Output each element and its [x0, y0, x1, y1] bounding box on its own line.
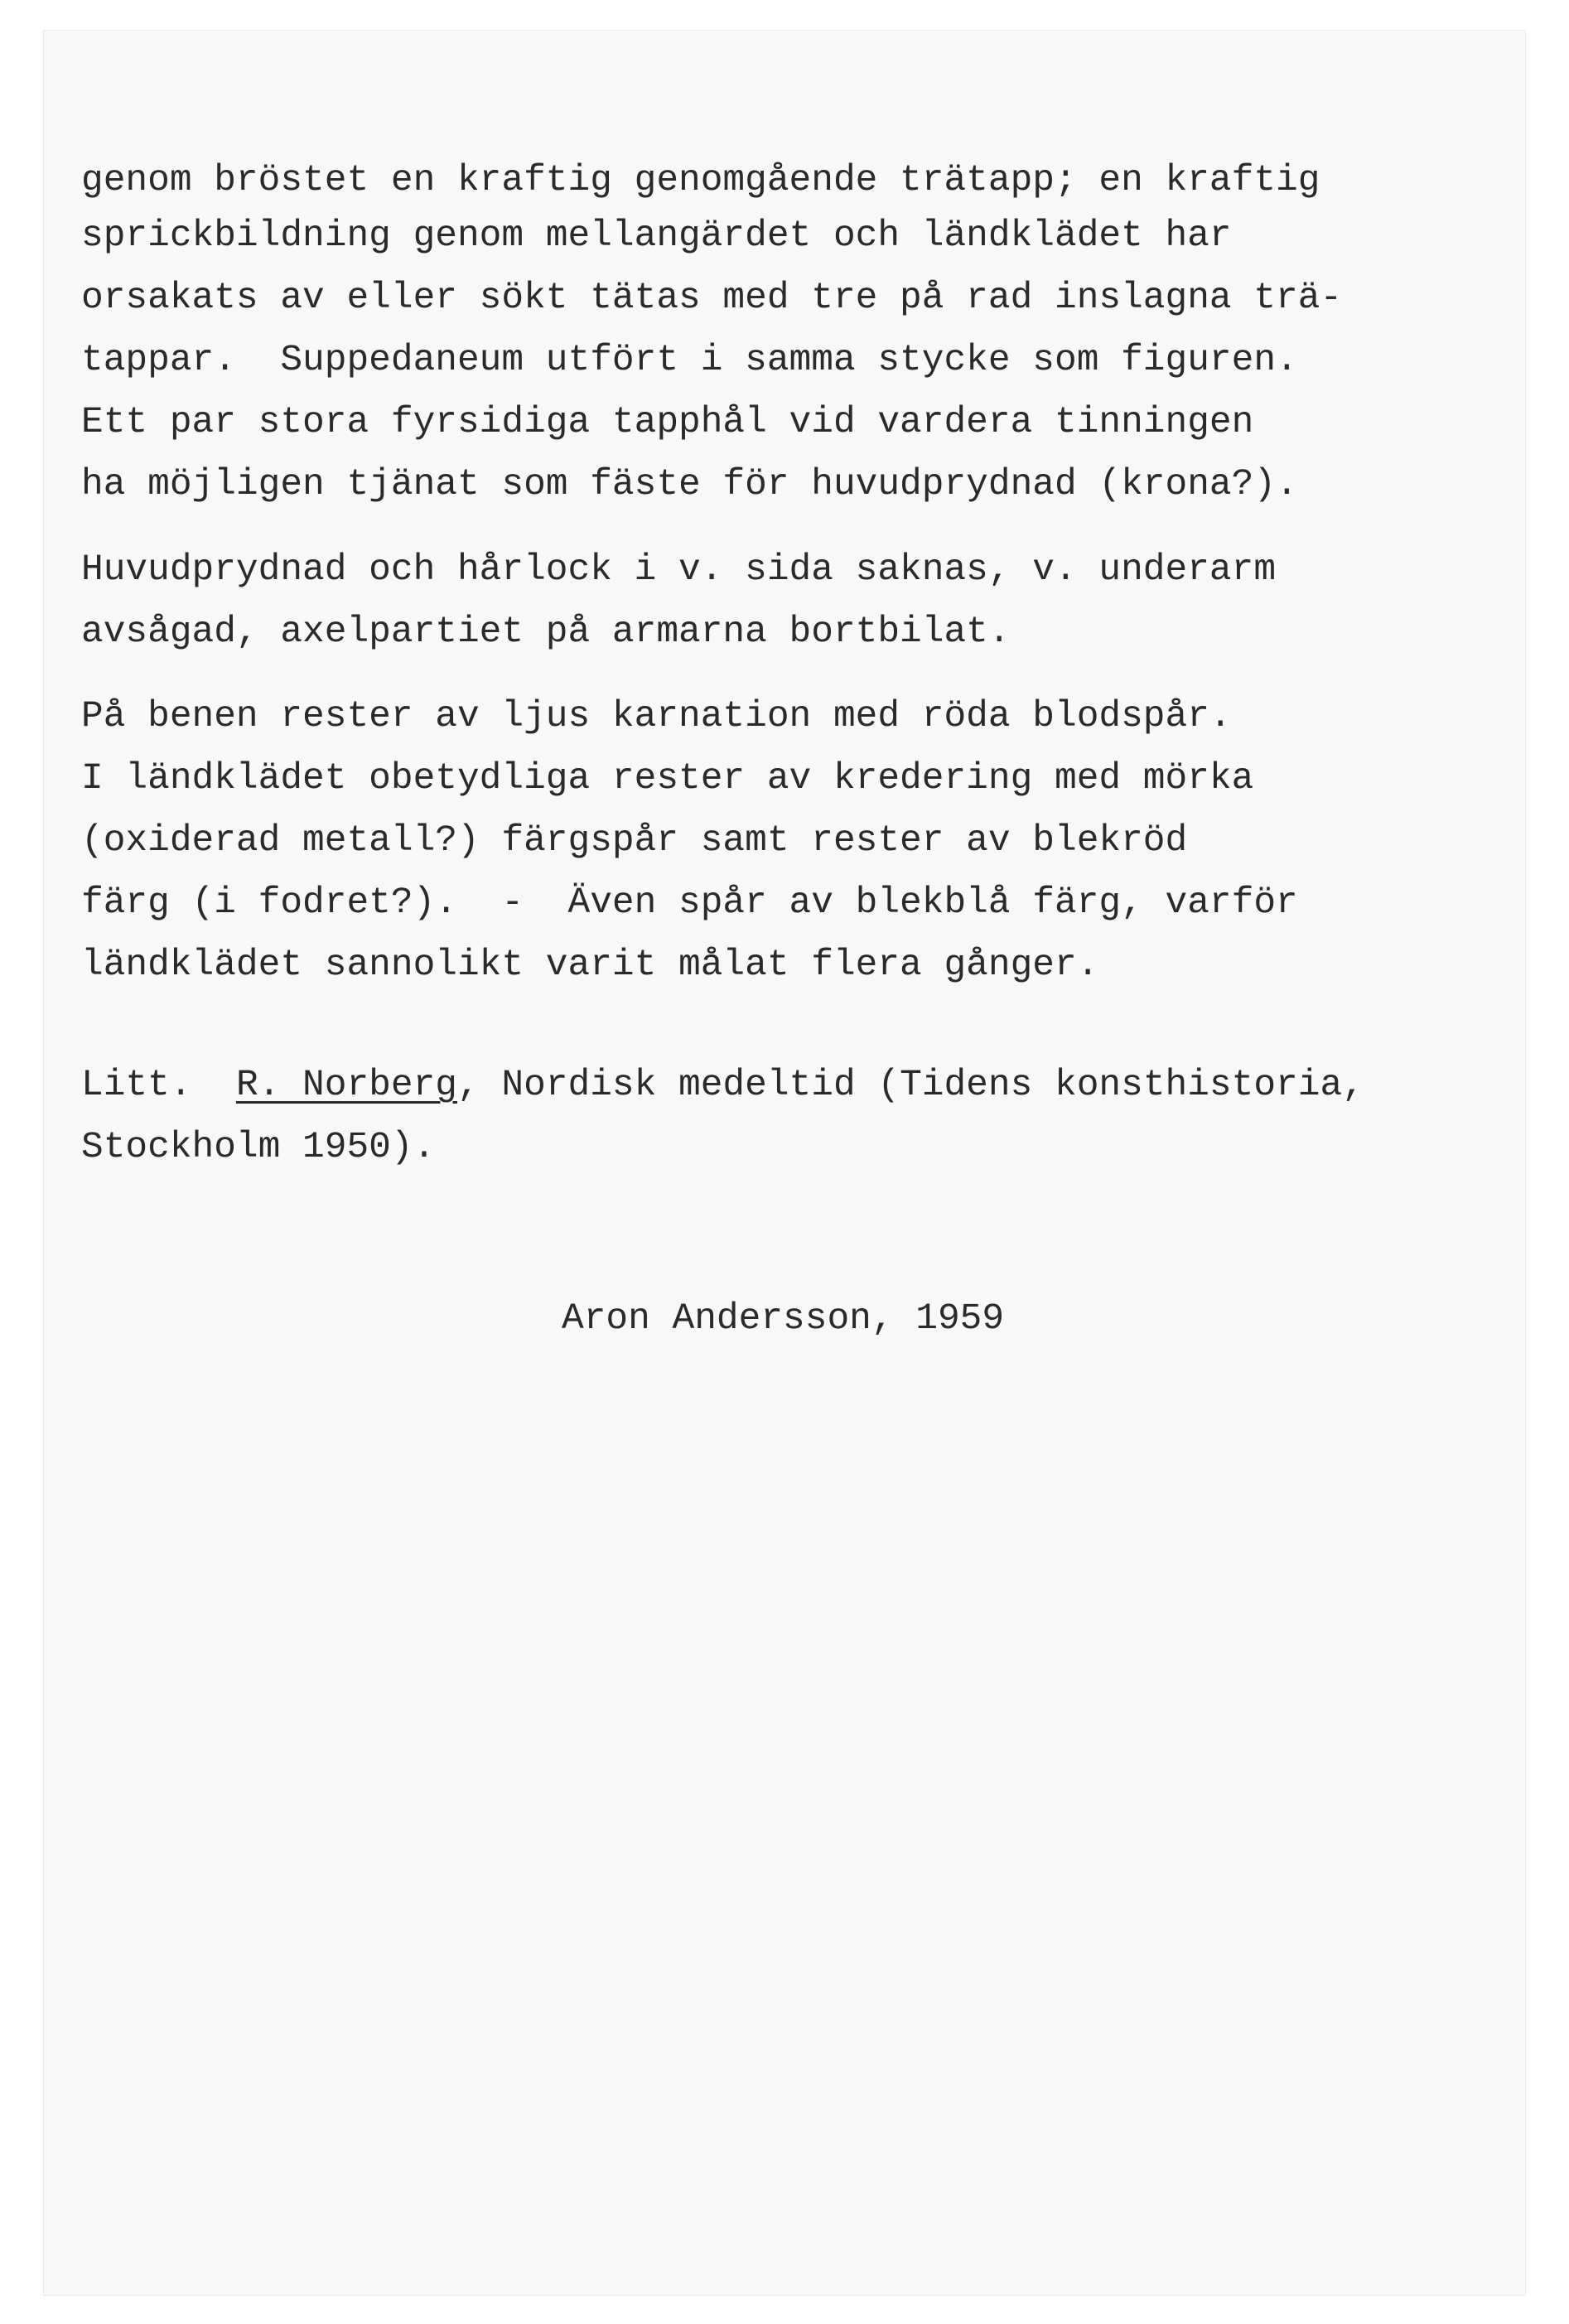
- text-line: orsakats av eller sökt tätas med tre på rad inslagna trä-: [81, 278, 1343, 319]
- text-line: På benen rester av ljus karnation med röda blodspår.: [81, 696, 1232, 737]
- literature-line-2: Stockholm 1950).: [81, 1127, 436, 1168]
- text-line: sprickbildning genom mellangärdet och ländklädet har: [81, 215, 1232, 257]
- text-line: ländklädet sannolikt varit målat flera gånger.: [81, 945, 1099, 986]
- text-line: tappar. Suppedaneum utfört i samma stycke som figuren.: [81, 340, 1298, 381]
- text-line: avsågad, axelpartiet på armarna bortbilat.: [81, 611, 1011, 653]
- text-line: Huvudprydnad och hårlock i v. sida saknas, v. underarm: [81, 549, 1277, 591]
- text-line: genom bröstet en kraftig genomgående trätapp; en kraftig: [81, 160, 1320, 201]
- signature: Aron Andersson, 1959: [562, 1298, 1005, 1340]
- text-line: Ett par stora fyrsidiga tapphål vid vardera tinningen: [81, 402, 1254, 443]
- text-line: färg (i fodret?). - Även spår av blekblå färg, varför: [81, 882, 1298, 924]
- literature-title: , Nordisk medeltid (Tidens konsthistoria,: [456, 1065, 1364, 1106]
- literature-author: R. Norberg: [235, 1065, 457, 1106]
- text-line: I ländklädet obetydliga rester av kredering med mörka: [81, 758, 1254, 800]
- document-text: [81, 0, 1531, 1168]
- text-line: (oxiderad metall?) färgspår samt rester av blekröd: [81, 820, 1188, 862]
- text-line: ha möjligen tjänat som fäste för huvudprydnad (krona?).: [81, 464, 1298, 505]
- literature-line: [81, 1061, 1364, 1110]
- literature-prefix: Litt.: [81, 1065, 236, 1106]
